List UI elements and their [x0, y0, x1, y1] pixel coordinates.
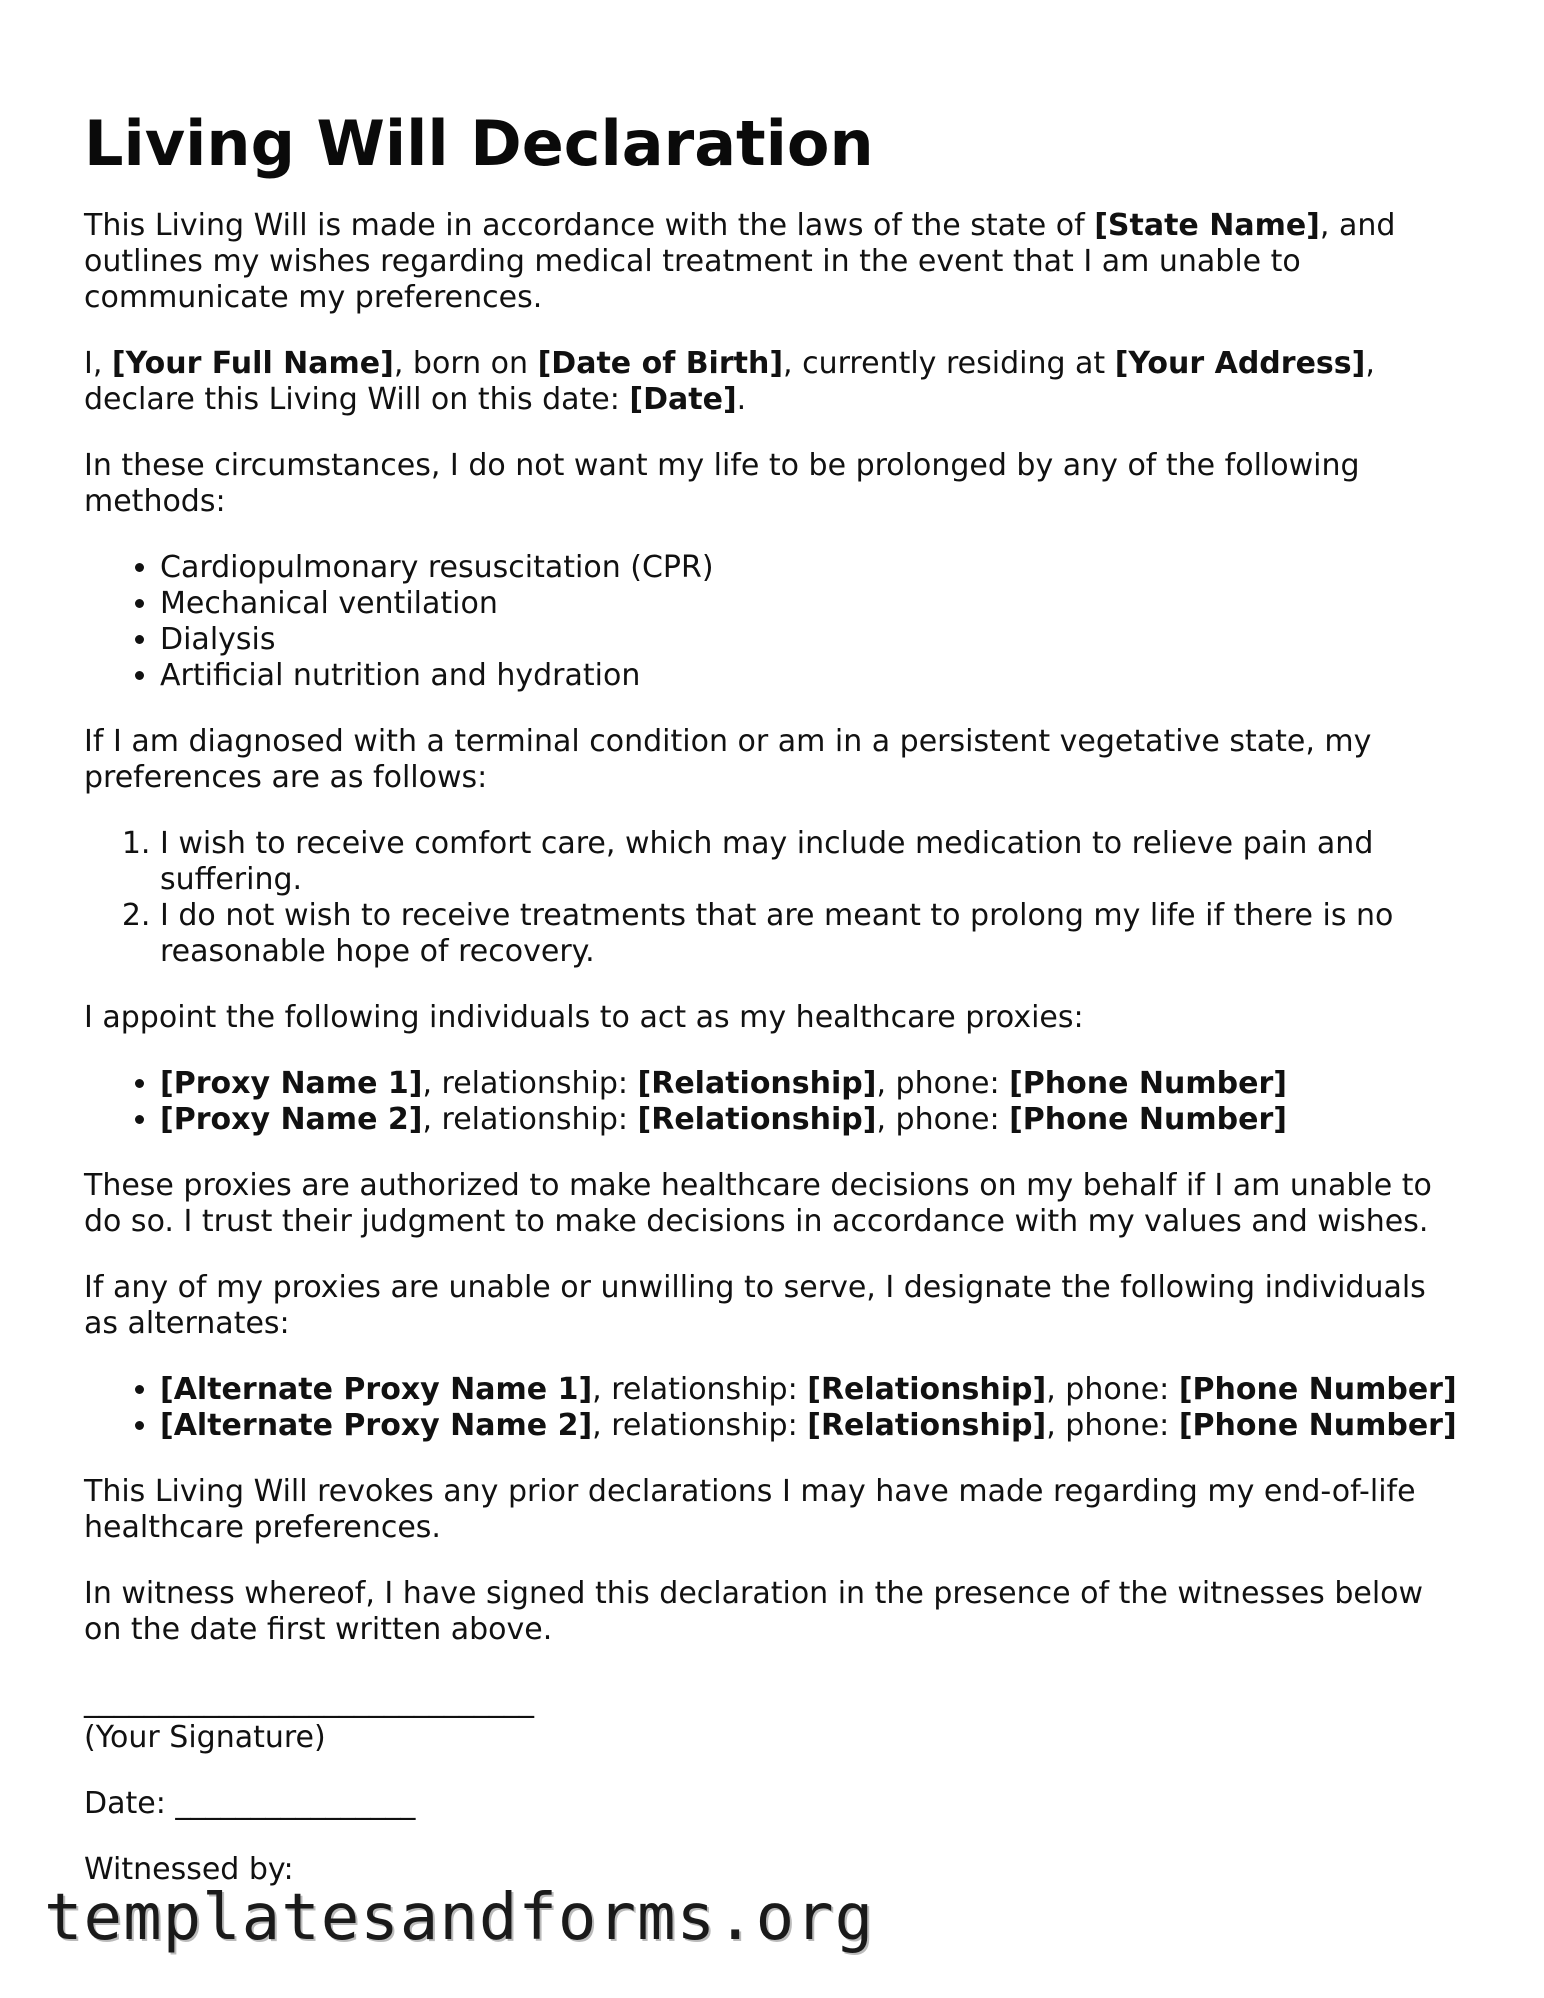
- list-item: • Artificial nutrition and hydration: [160, 658, 1464, 694]
- proxy-name: [Proxy Name 2]: [160, 1102, 423, 1137]
- terminal-condition-paragraph: If I am diagnosed with a terminal condition or am in a persistent vegetative state, my preferences are as follows:: [84, 724, 1372, 795]
- declarant-text-4: , declare this Living Will on this date:: [84, 346, 1375, 417]
- intro-paragraph: [84, 208, 1464, 316]
- phone-label: , phone:: [876, 1102, 1010, 1137]
- declarant-text-2: , born on: [393, 346, 538, 381]
- proxies-authority-paragraph: These proxies are authorized to make healthcare decisions on my behalf if I am unable to do so. I trust their judgment to make decisions in accordance with my values and wishes.: [84, 1168, 1432, 1239]
- relationship-label: , relationship:: [422, 1102, 638, 1137]
- date-placeholder: [Date]: [629, 382, 737, 417]
- state-name-placeholder: [State Name]: [1094, 208, 1320, 243]
- full-name-placeholder: [Your Full Name]: [111, 346, 394, 381]
- page-title: Living Will Declaration: [84, 107, 874, 180]
- proxies-intro-paragraph: I appoint the following individuals to act as my healthcare proxies:: [84, 1000, 1084, 1035]
- list-item: • Cardiopulmonary resuscitation (CPR): [160, 550, 1464, 586]
- document-page: [84, 96, 1464, 1888]
- phone-placeholder: [Phone Number]: [1178, 1372, 1457, 1407]
- relationship-label: , relationship:: [592, 1372, 808, 1407]
- relationship-placeholder: [Relationship]: [807, 1408, 1047, 1443]
- witnessed-by-label: Witnessed by:: [84, 1852, 294, 1887]
- date-of-birth-placeholder: [Date of Birth]: [537, 346, 784, 381]
- signature-label: (Your Signature): [84, 1720, 326, 1755]
- alternate-proxy-item: [160, 1408, 1464, 1444]
- list-item: • Dialysis: [160, 622, 1464, 658]
- preferences-list: [84, 826, 1464, 970]
- site-watermark: templatesandforms.org: [44, 1881, 875, 1955]
- declarant-text-3: , currently residing at: [783, 346, 1115, 381]
- address-placeholder: [Your Address]: [1114, 346, 1366, 381]
- relationship-label: , relationship:: [592, 1408, 808, 1443]
- declarant-paragraph: [84, 346, 1464, 418]
- methods-list: [84, 550, 1464, 694]
- intro-text-2: , and outlines my wishes regarding medical treatment in the event that I am unable to communicate my preferences.: [84, 208, 1396, 315]
- relationship-placeholder: [Relationship]: [807, 1372, 1047, 1407]
- witness-statement-paragraph: In witness whereof, I have signed this declaration in the presence of the witnesses below on the date first written above.: [84, 1576, 1424, 1647]
- intro-text-1: This Living Will is made in accordance with the laws of the state of: [84, 208, 1095, 243]
- date-line: Date: ________________: [84, 1786, 416, 1821]
- alternate-proxy-name: [Alternate Proxy Name 1]: [160, 1372, 593, 1407]
- proxy-name: [Proxy Name 1]: [160, 1066, 423, 1101]
- proxy-item: [160, 1066, 1464, 1102]
- alternates-list: [84, 1372, 1464, 1444]
- proxies-list: [84, 1066, 1464, 1138]
- phone-label: , phone:: [876, 1066, 1010, 1101]
- revocation-paragraph: This Living Will revokes any prior declarations I may have made regarding my end-of-life healthcare preferences.: [84, 1474, 1416, 1545]
- alternate-proxy-item: [160, 1372, 1464, 1408]
- phone-label: , phone:: [1046, 1408, 1179, 1443]
- alternates-intro-paragraph: If any of my proxies are unable or unwilling to serve, I designate the following individuals as alternates:: [84, 1270, 1426, 1341]
- list-item: 2. I do not wish to receive treatments that are meant to prolong my life if there is no reasonable hope of recovery.: [160, 898, 1464, 970]
- phone-placeholder: [Phone Number]: [1009, 1102, 1287, 1137]
- phone-label: , phone:: [1046, 1372, 1179, 1407]
- phone-placeholder: [Phone Number]: [1178, 1408, 1457, 1443]
- proxy-item: [160, 1102, 1464, 1138]
- alternate-proxy-name: [Alternate Proxy Name 2]: [160, 1408, 593, 1443]
- signature-line: ______________________________: [84, 1684, 534, 1719]
- declarant-text-5: .: [736, 382, 747, 417]
- relationship-placeholder: [Relationship]: [637, 1102, 877, 1137]
- circumstances-paragraph: In these circumstances, I do not want my life to be prolonged by any of the following methods:: [84, 448, 1360, 519]
- phone-placeholder: [Phone Number]: [1009, 1066, 1287, 1101]
- list-item: 1. I wish to receive comfort care, which may include medication to relieve pain and suffering.: [160, 826, 1464, 898]
- list-item: • Mechanical ventilation: [160, 586, 1464, 622]
- relationship-label: , relationship:: [422, 1066, 638, 1101]
- declarant-text-1: I,: [84, 346, 112, 381]
- relationship-placeholder: [Relationship]: [637, 1066, 877, 1101]
